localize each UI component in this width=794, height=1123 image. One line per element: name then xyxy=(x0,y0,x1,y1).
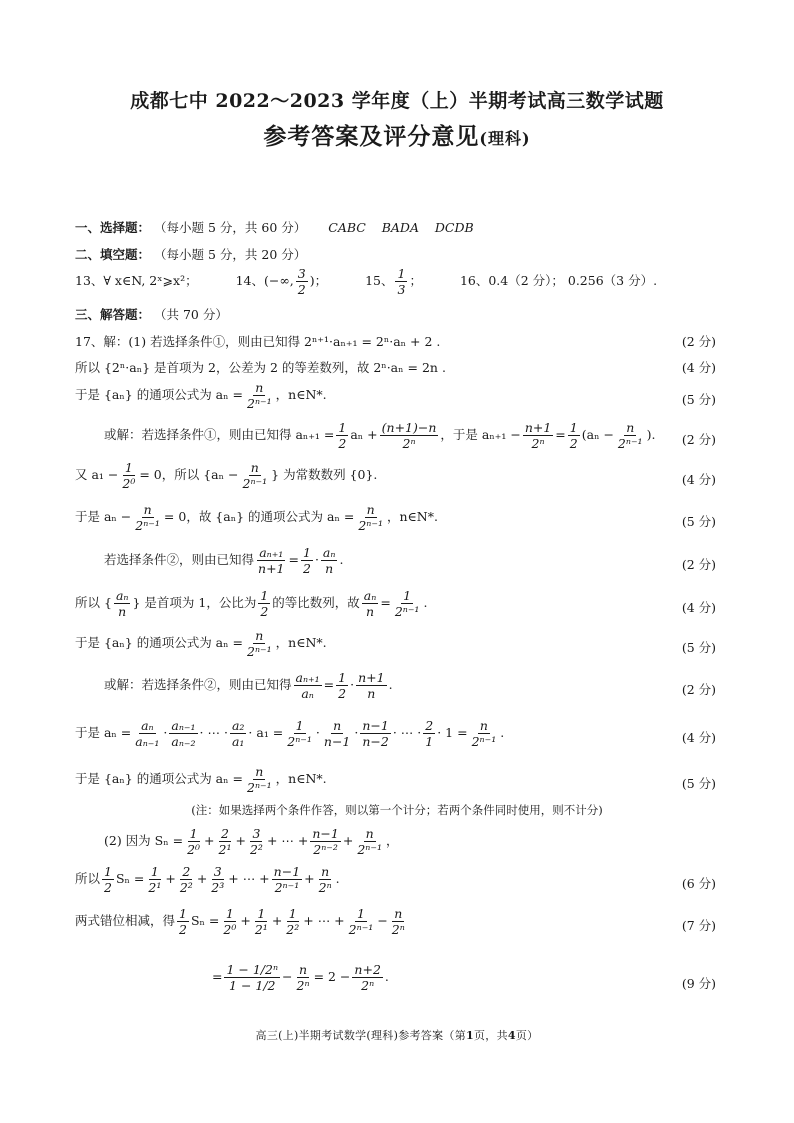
text: 所以 xyxy=(75,871,101,886)
q17-line-8 xyxy=(75,588,715,619)
fraction xyxy=(209,864,226,895)
frac-num: 1 xyxy=(302,545,311,560)
frac-num: 1 xyxy=(288,906,297,921)
fill-q15-post: ； xyxy=(409,273,422,288)
frac-num: n−1 xyxy=(362,718,389,733)
fraction xyxy=(272,864,302,895)
fraction xyxy=(185,826,202,857)
page-number: 1 xyxy=(466,1029,474,1042)
text: + xyxy=(240,913,251,928)
text: = xyxy=(212,969,223,984)
text: 于是 aₙ − xyxy=(75,509,132,524)
frac-den: n−1 xyxy=(323,734,351,749)
fraction xyxy=(217,826,234,857)
frac-num: 1 xyxy=(569,420,578,435)
frac-den: 2ⁿ⁻¹ xyxy=(358,518,383,533)
frac-den: 2¹ xyxy=(218,842,232,857)
text: 又 a₁ − xyxy=(75,467,119,482)
frac-den: 2ⁿ xyxy=(402,436,416,451)
fill-q15 xyxy=(365,266,426,297)
text: = xyxy=(380,595,391,610)
frac-num: n xyxy=(255,380,264,395)
frac-den: 2ⁿ⁻¹ xyxy=(274,880,300,895)
frac-num: 2 xyxy=(182,864,191,879)
frac-den: 2⁰ xyxy=(187,842,201,857)
frac-num: 1 xyxy=(257,906,266,921)
text: 或解：若选择条件②，则由已知得 xyxy=(104,677,292,692)
text: ，n∈N*. xyxy=(275,635,327,650)
frac-den: 2⁰ xyxy=(223,922,237,937)
q17-line-2: 所以 {2ⁿ·aₙ} 是首项为 2，公差为 2 的等差数列，故 2ⁿ·aₙ = 2n . xyxy=(75,360,446,375)
fraction xyxy=(178,864,195,895)
frac-num: 1 xyxy=(397,266,406,281)
frac-den: 2² xyxy=(179,880,193,895)
text: Sₙ = xyxy=(115,871,145,886)
score-mark: (2 分) xyxy=(681,334,716,349)
frac-den: n xyxy=(325,561,334,576)
text: + xyxy=(196,871,208,886)
fill-q14 xyxy=(235,266,331,297)
fraction xyxy=(395,266,407,297)
fraction xyxy=(390,906,407,937)
text: + ⋯ + xyxy=(228,871,270,886)
score-mark: (4 分) xyxy=(681,360,716,375)
frac-num: 1 xyxy=(357,906,365,921)
frac-num: aₙ xyxy=(363,588,377,603)
text: · xyxy=(350,677,355,692)
choice-label: 一、选择题： xyxy=(75,220,151,235)
scoring-note: (注：如果选择两个条件作答，则以第一个计分；若两个条件同时使用，则不计分) xyxy=(191,803,603,817)
fill-section xyxy=(75,245,715,263)
frac-den: aₙ xyxy=(301,686,314,701)
fraction xyxy=(360,718,390,749)
frac-den: 2 xyxy=(302,561,311,576)
frac-num: a₂ xyxy=(231,718,245,733)
fill-q14-post: )； xyxy=(309,273,328,288)
fraction xyxy=(310,826,340,857)
frac-den: 2 xyxy=(569,436,578,451)
frac-den: 2² xyxy=(249,842,263,857)
page-total: 4 xyxy=(507,1029,516,1042)
text: aₙ + xyxy=(350,427,378,442)
frac-den: 1 − 1/2 xyxy=(229,978,276,993)
frac-num: 3 xyxy=(213,864,222,879)
frac-den: aₙ₋₁ xyxy=(135,734,160,749)
frac-num: 1 xyxy=(179,906,187,921)
text: Sₙ = xyxy=(190,913,220,928)
frac-num: aₙ xyxy=(141,718,154,733)
frac-den: 2³ xyxy=(211,880,225,895)
text: 于是 {aₙ} 的通项公式为 aₙ = xyxy=(75,771,243,786)
answer-label: 三、解答题： xyxy=(75,307,151,322)
frac-den: n xyxy=(367,686,376,701)
fraction xyxy=(169,718,197,749)
text: = xyxy=(323,677,335,692)
frac-den: 2ⁿ xyxy=(361,978,375,993)
fraction xyxy=(294,670,322,701)
q17-line-4 xyxy=(104,420,744,451)
fraction xyxy=(321,545,338,576)
frac-num: 3 xyxy=(297,266,306,281)
fraction xyxy=(256,545,286,576)
fraction xyxy=(114,588,131,619)
text: } 是首项为 1，公比为 xyxy=(132,595,257,610)
frac-num: n+2 xyxy=(354,962,381,977)
text: = 0，所以 {aₙ − xyxy=(139,467,239,482)
fill-q15-pre: 15、 xyxy=(365,273,394,288)
text: + xyxy=(165,871,176,886)
fraction xyxy=(177,906,189,937)
frac-den: 2ⁿ⁻¹ xyxy=(242,476,268,491)
text: ， xyxy=(385,833,399,848)
page-footer xyxy=(0,1027,794,1043)
text: 或解：若选择条件①，则由已知得 aₙ₊₁ = xyxy=(104,427,335,442)
fraction xyxy=(355,826,384,857)
frac-den: n−2 xyxy=(362,734,389,749)
frac-den: n xyxy=(366,604,375,619)
score-mark: (4 分) xyxy=(681,730,716,745)
score-mark: (5 分) xyxy=(681,514,716,529)
fraction xyxy=(133,718,161,749)
frac-num: n xyxy=(250,460,259,475)
text: 两式错位相减，得 xyxy=(75,913,176,928)
frac-num: 1 xyxy=(338,420,347,435)
choice-note: （每小题 5 分，共 60 分） xyxy=(154,220,307,235)
fraction xyxy=(336,420,348,451)
frac-den: 2¹ xyxy=(254,922,268,937)
fill-label: 二、填空题： xyxy=(75,247,151,262)
fraction xyxy=(347,906,376,937)
footer-text: 页，共 xyxy=(473,1029,508,1042)
fraction xyxy=(285,718,314,749)
frac-num: n−1 xyxy=(312,826,339,841)
frac-den: 2ⁿ xyxy=(296,978,310,993)
text: · ⋯ · xyxy=(392,725,422,740)
fraction xyxy=(356,670,386,701)
fraction xyxy=(296,266,308,297)
fraction xyxy=(301,545,313,576)
frac-num: aₙ₋₁ xyxy=(171,718,196,733)
frac-den: 3 xyxy=(397,282,406,297)
fraction xyxy=(102,864,114,895)
frac-den: 2⁰ xyxy=(122,476,136,491)
fraction xyxy=(393,588,422,619)
text: · xyxy=(354,725,359,740)
q17-line-7 xyxy=(104,545,744,576)
exam-title: 成都七中 2022～2023 学年度（上）半期考试高三数学试题 xyxy=(130,90,664,112)
fill-note: （每小题 5 分，共 20 分） xyxy=(154,247,307,262)
frac-num: aₙ xyxy=(115,588,129,603)
frac-num: aₙ xyxy=(322,545,336,560)
frac-num: 1 xyxy=(104,864,112,879)
fraction xyxy=(258,588,270,619)
fraction xyxy=(568,420,580,451)
fill-q16: 16、0.4（2 分）； 0.256（3 分）. xyxy=(459,273,658,288)
fraction xyxy=(523,420,553,451)
fraction xyxy=(245,628,274,659)
text: . xyxy=(384,969,389,984)
frac-num: 2 xyxy=(221,826,229,841)
fraction xyxy=(322,718,352,749)
fraction xyxy=(423,718,435,749)
text: . xyxy=(500,725,505,740)
fraction xyxy=(245,764,274,795)
frac-den: 2ⁿ⁻¹ xyxy=(357,842,382,857)
text: . xyxy=(335,871,340,886)
score-mark: (5 分) xyxy=(681,392,716,407)
score-mark: (5 分) xyxy=(681,640,716,655)
fraction xyxy=(133,502,162,533)
q17-line-3 xyxy=(75,380,715,411)
frac-num: n xyxy=(333,718,342,733)
text: 的等比数列，故 xyxy=(272,595,360,610)
q17-part2-line-1 xyxy=(104,826,744,857)
text: + xyxy=(342,833,354,848)
subject-tag: (理科) xyxy=(479,129,531,148)
frac-den: 2ⁿ⁻¹ xyxy=(135,518,160,533)
frac-num: 1 xyxy=(124,460,133,475)
footer-text: 高三(上)半期考试数学(理科)参考答案（第 xyxy=(255,1029,466,1042)
text: = 2 − xyxy=(313,969,351,984)
text: ). xyxy=(646,427,656,442)
score-mark: (9 分) xyxy=(681,976,716,991)
frac-den: 2ⁿ xyxy=(531,436,545,451)
frac-num: 2 xyxy=(425,718,434,733)
text: ，n∈N*. xyxy=(386,509,438,524)
frac-den: 2 xyxy=(338,436,347,451)
fraction xyxy=(248,826,265,857)
fraction xyxy=(146,864,163,895)
frac-num: 1 xyxy=(189,826,198,841)
text: 于是 aₙ = xyxy=(75,725,132,740)
frac-num: n xyxy=(626,420,635,435)
fraction xyxy=(616,420,645,451)
frac-den: 2 xyxy=(297,282,306,297)
q17-line-1: 17、解：(1) 若选择条件①，则由已知得 2ⁿ⁺¹·aₙ₊₁ = 2ⁿ·aₙ + 2 . xyxy=(75,334,441,349)
frac-den: aₙ₋₂ xyxy=(171,734,196,749)
text: (2) 因为 Sₙ = xyxy=(104,833,184,848)
score-mark: (2 分) xyxy=(681,432,716,447)
frac-num: n−1 xyxy=(273,864,301,879)
fill-answers xyxy=(75,266,715,297)
frac-den: 2ⁿ⁻¹ xyxy=(394,604,420,619)
text: + ⋯ + xyxy=(303,913,345,928)
text: 于是 {aₙ} 的通项公式为 aₙ = xyxy=(75,635,243,650)
text: + xyxy=(204,833,215,848)
fraction xyxy=(230,718,246,749)
frac-num: aₙ₊₁ xyxy=(259,545,284,560)
frac-num: 1 xyxy=(403,588,412,603)
fraction xyxy=(336,670,348,701)
frac-den: 2ⁿ⁻¹ xyxy=(287,734,312,749)
frac-num: n xyxy=(321,864,330,879)
fraction xyxy=(356,502,385,533)
text: = xyxy=(555,427,566,442)
q17-line-6 xyxy=(75,502,715,533)
frac-den: 2ⁿ⁻¹ xyxy=(247,644,272,659)
frac-den: 2ⁿ⁻¹ xyxy=(247,396,272,411)
score-mark: (4 分) xyxy=(681,472,716,487)
frac-num: n xyxy=(255,628,264,643)
text: 若选择条件②，则由已知得 xyxy=(104,552,255,567)
text: = 0，故 {aₙ} 的通项公式为 aₙ = xyxy=(163,509,355,524)
frac-num: n xyxy=(255,764,264,779)
text: . xyxy=(423,595,428,610)
fill-q14-pre: 14、(−∞, xyxy=(235,273,294,288)
frac-num: n xyxy=(366,502,375,517)
text: + ⋯ + xyxy=(266,833,309,848)
text: ，n∈N*. xyxy=(275,387,327,402)
fraction xyxy=(284,906,301,937)
score-mark: (7 分) xyxy=(681,918,716,933)
q17-line-11 xyxy=(75,718,715,749)
q17-line-12 xyxy=(75,764,715,795)
fraction xyxy=(380,420,439,451)
frac-num: 1 xyxy=(150,864,159,879)
text: · a₁ = xyxy=(248,725,284,740)
frac-num: 1 xyxy=(225,906,234,921)
score-mark: (5 分) xyxy=(681,776,716,791)
fraction xyxy=(362,588,379,619)
fraction xyxy=(317,864,334,895)
text: } 为常数数列 {0}. xyxy=(271,467,378,482)
answer-key-title xyxy=(0,118,794,151)
answer-section xyxy=(75,305,715,323)
text: − xyxy=(282,969,293,984)
frac-num: n xyxy=(394,906,403,921)
frac-den: n+1 xyxy=(258,561,285,576)
frac-num: n+1 xyxy=(358,670,385,685)
fraction xyxy=(295,962,312,993)
text: − xyxy=(377,913,388,928)
frac-num: aₙ₊₁ xyxy=(295,670,320,685)
frac-num: 1 − 1/2ⁿ xyxy=(226,962,279,977)
frac-den: a₁ xyxy=(231,734,245,749)
frac-num: 1 xyxy=(260,588,269,603)
frac-num: n xyxy=(365,826,374,841)
text: + xyxy=(271,913,283,928)
frac-num: (n+1)−n xyxy=(381,420,437,435)
text: · xyxy=(163,725,168,740)
text: (aₙ − xyxy=(581,427,614,442)
fraction xyxy=(221,906,238,937)
frac-num: 1 xyxy=(338,670,347,685)
frac-den: 2ⁿ⁻¹ xyxy=(617,436,643,451)
fraction xyxy=(241,460,270,491)
frac-den: 1 xyxy=(425,734,434,749)
q17-part2-line-3 xyxy=(75,906,715,937)
frac-den: 2 xyxy=(179,922,187,937)
fraction xyxy=(253,906,270,937)
score-mark: (2 分) xyxy=(681,682,716,697)
answer-note: （共 70 分） xyxy=(154,307,228,322)
q17-line-9 xyxy=(75,628,715,659)
text: 于是 {aₙ} 的通项公式为 aₙ = xyxy=(75,387,243,402)
frac-num: n+1 xyxy=(524,420,552,435)
text: = xyxy=(288,552,299,567)
text: . xyxy=(339,552,344,567)
q17-line-10 xyxy=(104,670,744,701)
choice-section xyxy=(75,218,715,236)
frac-den: 2¹ xyxy=(148,880,162,895)
frac-num: 1 xyxy=(295,718,304,733)
frac-den: n xyxy=(118,604,127,619)
text: . xyxy=(388,677,393,692)
frac-num: 3 xyxy=(252,826,261,841)
frac-num: n xyxy=(479,718,488,733)
fill-q13: 13、∀ x∈N, 2ˣ⩾x²； xyxy=(75,273,198,288)
score-mark: (4 分) xyxy=(681,600,716,615)
text: + xyxy=(235,833,246,848)
frac-den: 2ⁿ xyxy=(318,880,332,895)
frac-den: 2ⁿ⁻² xyxy=(313,842,338,857)
frac-den: 2ⁿ⁻¹ xyxy=(247,780,272,795)
q17-line-5 xyxy=(75,460,715,491)
text: ，于是 aₙ₊₁ − xyxy=(440,427,521,442)
text: · xyxy=(315,725,320,740)
text: · xyxy=(314,552,319,567)
frac-den: 2ⁿ⁻¹ xyxy=(471,734,497,749)
frac-den: 2² xyxy=(286,922,300,937)
score-mark: (2 分) xyxy=(681,557,716,572)
footer-text: 页） xyxy=(515,1029,539,1042)
text: + xyxy=(304,871,315,886)
frac-den: 2 xyxy=(260,604,269,619)
frac-num: n xyxy=(143,502,152,517)
q17-part2-line-2 xyxy=(75,864,715,895)
score-mark: (6 分) xyxy=(681,876,716,891)
frac-den: 2 xyxy=(104,880,112,895)
text: ，n∈N*. xyxy=(275,771,327,786)
fraction xyxy=(245,380,274,411)
text: · 1 = xyxy=(437,725,468,740)
answer-key-heading: 参考答案及评分意见 xyxy=(263,123,480,150)
fraction xyxy=(352,962,382,993)
fraction xyxy=(470,718,499,749)
choice-answers: CABC BADA DCDB xyxy=(328,220,474,235)
text: 所以 { xyxy=(75,595,112,610)
frac-den: 2ⁿ⁻¹ xyxy=(348,922,374,937)
frac-den: 2 xyxy=(338,686,347,701)
frac-den: 2ⁿ xyxy=(391,922,405,937)
frac-num: n xyxy=(299,962,308,977)
fraction xyxy=(120,460,137,491)
text: · ⋯ · xyxy=(199,725,228,740)
fraction xyxy=(224,962,280,993)
